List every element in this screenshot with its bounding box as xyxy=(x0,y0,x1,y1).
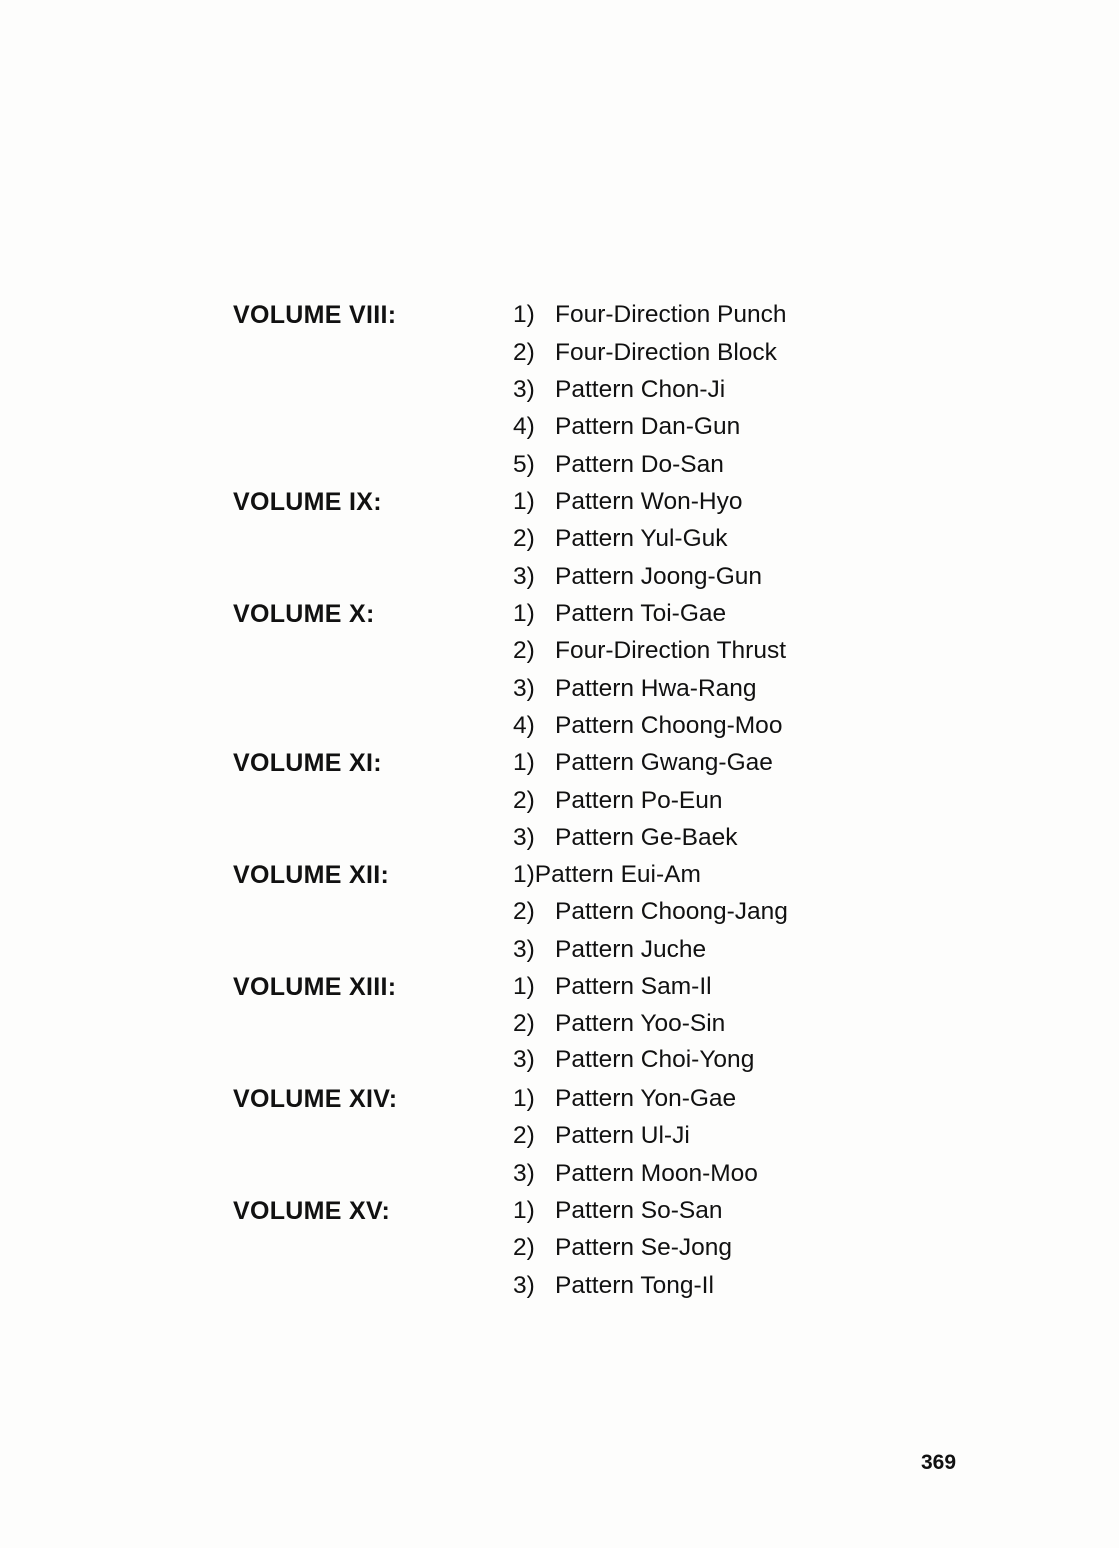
list-item xyxy=(513,375,725,405)
item-title: Pattern Eui-Am xyxy=(534,861,701,888)
item-number: 1) xyxy=(513,488,535,515)
item-title: Pattern Dan-Gun xyxy=(555,413,741,440)
item-title: Pattern Choong-Moo xyxy=(555,712,783,739)
item-number: 2) xyxy=(513,787,535,814)
item-number: 2) xyxy=(513,339,535,366)
list-item xyxy=(513,1084,736,1114)
item-title: Pattern Sam-Il xyxy=(555,973,712,1000)
list-item xyxy=(513,823,737,853)
item-title: Pattern Gwang-Gae xyxy=(555,749,773,776)
item-title: Pattern Hwa-Rang xyxy=(555,675,757,702)
item-number: 1) xyxy=(513,301,535,328)
list-item xyxy=(513,972,712,1002)
item-number: 3) xyxy=(513,1160,535,1187)
item-title: Pattern Chon-Ji xyxy=(555,376,726,403)
item-number: 3) xyxy=(513,675,535,702)
item-number: 4) xyxy=(513,712,535,739)
item-number: 2) xyxy=(513,1122,535,1149)
volume-label-xiii: VOLUME XIII: xyxy=(233,973,397,1001)
item-title: Pattern Joong-Gun xyxy=(555,563,763,590)
item-number: 2) xyxy=(513,898,535,925)
item-title: Pattern Do-San xyxy=(555,451,724,478)
item-number: 4) xyxy=(513,413,535,440)
item-number: 1) xyxy=(513,749,535,776)
item-number: 3) xyxy=(513,1046,535,1073)
list-item xyxy=(513,897,788,927)
item-number: 2) xyxy=(513,1234,535,1261)
item-title: Pattern Yon-Gae xyxy=(555,1085,737,1112)
list-item xyxy=(513,1271,714,1301)
item-number: 5) xyxy=(513,451,535,478)
list-item xyxy=(513,300,786,330)
item-number: 3) xyxy=(513,824,535,851)
volume-label-viii: VOLUME VIII: xyxy=(233,301,397,329)
item-number: 1) xyxy=(513,1197,535,1224)
item-title: Pattern Se-Jong xyxy=(555,1234,733,1261)
volume-label-ix: VOLUME IX: xyxy=(233,488,382,516)
list-item xyxy=(513,1159,758,1189)
list-item xyxy=(513,1045,754,1075)
item-number: 3) xyxy=(513,563,535,590)
item-number: 2) xyxy=(513,637,535,664)
item-title: Pattern Toi-Gae xyxy=(555,600,727,627)
item-title: Pattern Won-Hyo xyxy=(555,488,743,515)
item-title: Pattern Tong-Il xyxy=(555,1272,714,1299)
page-number: 369 xyxy=(921,1451,957,1474)
list-item xyxy=(513,711,782,741)
list-item xyxy=(513,338,777,368)
item-title: Pattern Ul-Ji xyxy=(555,1122,690,1149)
item-title: Four-Direction Block xyxy=(555,339,777,366)
volume-label-xiv: VOLUME XIV: xyxy=(233,1085,398,1113)
list-item xyxy=(513,599,726,629)
item-number: 3) xyxy=(513,376,535,403)
list-item xyxy=(513,487,742,517)
list-item xyxy=(513,1009,725,1039)
item-number: 3) xyxy=(513,1272,535,1299)
list-item xyxy=(513,562,762,592)
list-item xyxy=(513,1121,690,1151)
list-item xyxy=(513,524,728,554)
item-number: 1) xyxy=(513,600,535,627)
item-title: Pattern Po-Eun xyxy=(555,787,723,814)
list-item xyxy=(513,412,740,442)
item-number: 2) xyxy=(513,1010,535,1037)
item-number: 1) xyxy=(513,1085,535,1112)
item-title: Pattern Moon-Moo xyxy=(555,1160,758,1187)
volume-label-xii: VOLUME XII: xyxy=(233,861,390,889)
item-title: Pattern Ge-Baek xyxy=(555,824,738,851)
list-item xyxy=(513,748,773,778)
item-number: 1) xyxy=(513,973,535,1000)
list-item xyxy=(513,636,786,666)
item-title: Pattern So-San xyxy=(555,1197,723,1224)
list-item xyxy=(513,674,757,704)
list-item xyxy=(513,860,701,890)
item-number: 3) xyxy=(513,936,535,963)
item-title: Pattern Choi-Yong xyxy=(555,1046,755,1073)
list-item xyxy=(513,450,724,480)
list-item xyxy=(513,1196,723,1226)
item-title: Pattern Juche xyxy=(555,936,707,963)
list-item xyxy=(513,1233,732,1263)
volume-label-x: VOLUME X: xyxy=(233,600,375,628)
item-title: Pattern Yul-Guk xyxy=(555,525,728,552)
item-title: Pattern Choong-Jang xyxy=(555,898,788,925)
item-title: Pattern Yoo-Sin xyxy=(555,1010,726,1037)
volume-label-xv: VOLUME XV: xyxy=(233,1197,391,1225)
item-number: 1) xyxy=(513,861,535,888)
list-item xyxy=(513,935,706,965)
item-title: Four-Direction Thrust xyxy=(555,637,787,664)
item-number: 2) xyxy=(513,525,535,552)
item-title: Four-Direction Punch xyxy=(555,301,787,328)
volume-label-xi: VOLUME XI: xyxy=(233,749,382,777)
list-item xyxy=(513,786,723,816)
